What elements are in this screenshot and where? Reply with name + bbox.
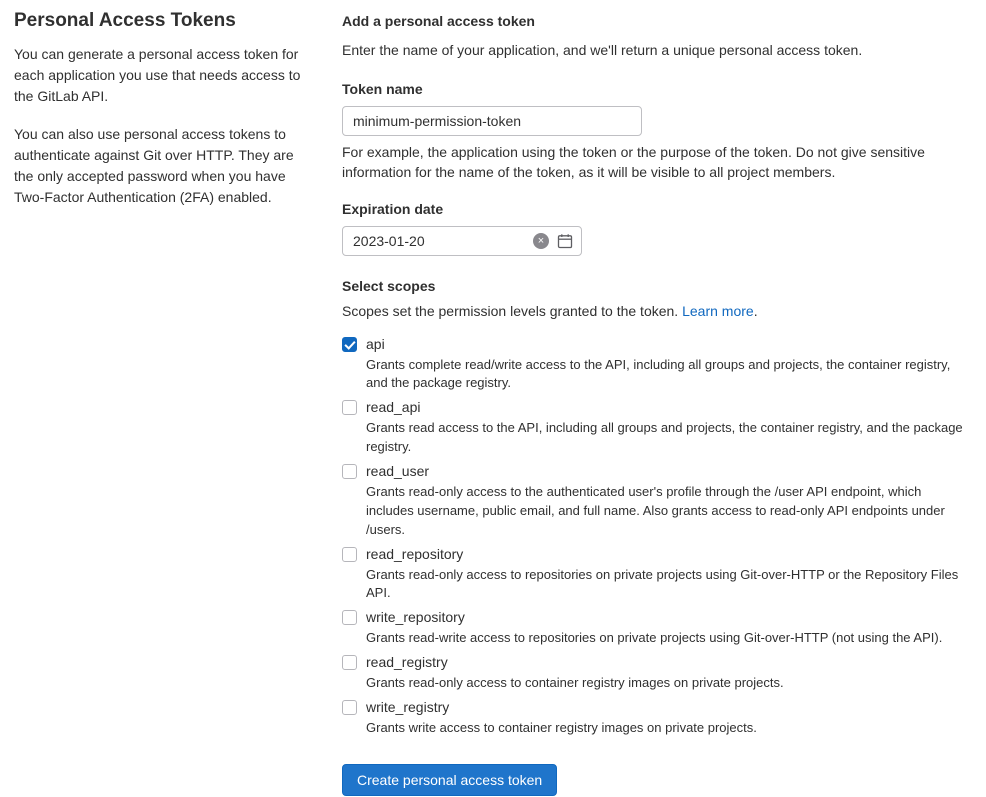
scope-name[interactable]: read_registry — [366, 654, 448, 671]
checkbox-write_registry[interactable] — [342, 700, 357, 715]
scope-header — [342, 652, 970, 673]
scope-header — [342, 544, 970, 565]
scope-name[interactable]: write_repository — [366, 609, 465, 626]
calendar-icon[interactable] — [557, 233, 573, 249]
scope-item — [342, 607, 970, 648]
token-name-input[interactable] — [342, 106, 642, 136]
intro-column — [14, 8, 330, 797]
scope-name[interactable]: write_registry — [366, 698, 450, 715]
create-token-button[interactable]: Create personal access token — [342, 764, 557, 796]
form-heading: Add a personal access token — [342, 13, 535, 29]
scopes-subtitle-text: Scopes set the permission levels granted to the token. — [342, 302, 679, 319]
clear-icon[interactable]: × — [533, 233, 549, 249]
form-description: Enter the name of your application, and we'll return a unique personal access token. — [342, 42, 863, 58]
scope-name[interactable]: read_repository — [366, 545, 464, 562]
scope-header — [342, 397, 970, 418]
scope-description: Grants read-only access to repositories on private projects using Git-over-HTTP or the Repository Files API. — [366, 566, 959, 601]
scope-list — [342, 334, 970, 738]
expiration-date-label: Expiration date — [342, 200, 444, 217]
scope-item — [342, 544, 970, 604]
checkbox-write_repository[interactable] — [342, 610, 357, 625]
scope-description: Grants write access to container registry images on private projects. — [366, 719, 757, 735]
scope-description: Grants read-only access to container registry images on private projects. — [366, 675, 784, 691]
scope-description: Grants read-only access to the authenticated user's profile through the /user API endpoint, which includes username, public email, and full name. Also grants access to read-only API endpoints under /users. — [366, 483, 945, 537]
checkbox-read_repository[interactable] — [342, 547, 357, 562]
checkbox-read_registry[interactable] — [342, 655, 357, 670]
scopes-subtitle — [342, 301, 970, 322]
scope-item — [342, 334, 970, 394]
scope-header — [342, 334, 970, 355]
scope-name[interactable]: api — [366, 335, 385, 352]
token-name-help: For example, the application using the token or the purpose of the token. Do not give sensitive information for the name of the token, as it will be visible to all project members. — [342, 144, 925, 181]
token-form-column — [330, 8, 970, 797]
scope-header — [342, 461, 970, 482]
scope-description: Grants read access to the API, including all groups and projects, the container registry, and the package registry. — [366, 420, 963, 455]
learn-more-link[interactable]: Learn more — [682, 302, 754, 319]
scope-item — [342, 697, 970, 738]
scope-name[interactable]: read_api — [366, 399, 421, 416]
scopes-subtitle-period: . — [753, 302, 758, 319]
scope-description: Grants complete read/write access to the API, including all groups and projects, the container registry, and the package registry. — [366, 356, 951, 391]
expiration-date-field — [342, 226, 582, 256]
scope-name[interactable]: read_user — [366, 462, 430, 479]
scope-item — [342, 397, 970, 457]
scope-header — [342, 697, 970, 718]
page-title: Personal Access Tokens — [14, 10, 236, 31]
scope-item — [342, 461, 970, 540]
intro-paragraph-2: You can also use personal access tokens to authenticate against Git over HTTP. They are the only accepted password when you have Two-Factor Authentication (2FA) enabled. — [14, 125, 294, 205]
intro-paragraph-1: You can generate a personal access token for each application you use that needs access to the GitLab API. — [14, 45, 301, 104]
checkbox-read_user[interactable] — [342, 464, 357, 479]
checkbox-api[interactable] — [342, 337, 357, 352]
scope-header — [342, 607, 970, 628]
scope-description: Grants read-write access to repositories on private projects using Git-over-HTTP (not using the API). — [366, 630, 943, 646]
checkbox-read_api[interactable] — [342, 400, 357, 415]
scope-item — [342, 652, 970, 693]
token-name-label: Token name — [342, 81, 423, 97]
scopes-title: Select scopes — [342, 277, 436, 294]
